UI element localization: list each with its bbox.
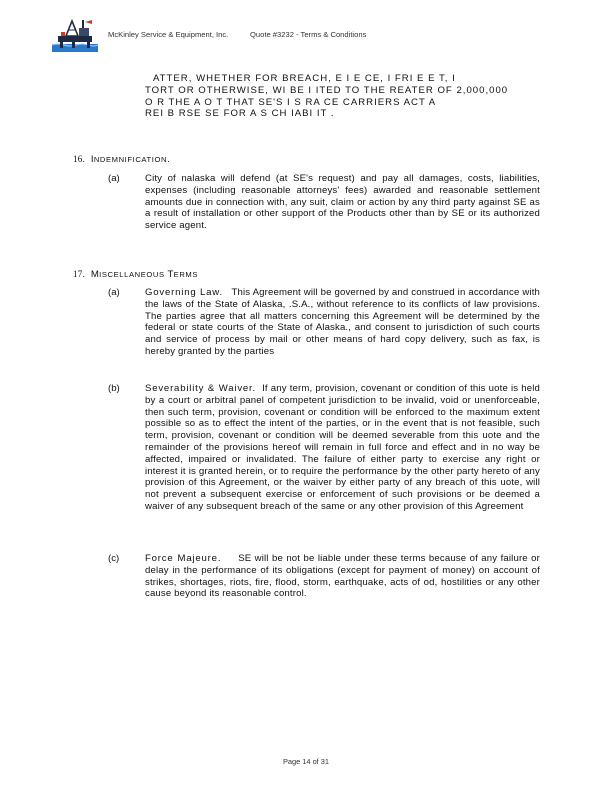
governing-law-clause xyxy=(145,287,540,358)
continuation-line: TORT OR OTHERWISE, WI BE I ITED TO THE REATER OF 2,000,000 xyxy=(145,84,509,96)
item-label: (a) xyxy=(108,173,120,184)
clause-heading: Governing Law. xyxy=(145,287,223,298)
clause-text: SE will be not be liable under these terms because of any failure or delay in the performance of its obligations (except for payment of money) on account of strikes, shortages, riots, fire, flood, storm, earthquake, acts of od, hostilities or any other cause beyond its reasonable control. xyxy=(145,553,540,600)
continuation-line: REI B RSE SE FOR A S CH IABI IT . xyxy=(145,108,335,120)
clause-text: This Agreement will be governed by and construed in accordance with the laws of the State of Alaska, .S.A., without reference to its conflicts of law provisions. The parties agree that all matters concerning this Agreement will be determined by the federal or state courts of the State of Alaska., and consent to jurisdiction of such courts and service of process by mail or other means of hard copy delivery, such as fax, is hereby granted by the parties xyxy=(145,287,540,357)
force-majeure-clause xyxy=(145,553,540,600)
continuation-block xyxy=(145,73,540,120)
item-label: (c) xyxy=(108,553,120,564)
section-16-heading: 16. INDEMNIFICATION. xyxy=(73,154,171,165)
clause-heading: Severability & Waiver. xyxy=(145,383,256,394)
page-header xyxy=(52,18,572,52)
header-quote-title: Quote #3232 - Terms & Conditions xyxy=(250,30,367,39)
item-label: (b) xyxy=(108,383,120,394)
section-number: 17. xyxy=(73,269,86,279)
section-number: 16. xyxy=(73,154,86,164)
continuation-line: ATTER, WHETHER FOR BREACH, E I E CE, I FRI E E T, I xyxy=(153,73,456,84)
clause-heading: Force Majeure. xyxy=(145,553,222,564)
oil-rig-logo-icon xyxy=(52,18,98,52)
item-label: (a) xyxy=(108,287,120,298)
header-company: McKinley Service & Equipment, Inc. xyxy=(108,30,229,39)
page-number: Page 14 of 31 xyxy=(282,757,330,766)
severability-waiver-clause xyxy=(145,383,540,513)
continuation-line: O R THE A O T THAT SE'S I S RA CE CARRIERS ACT A xyxy=(145,96,437,108)
indemnification-clause: City of nalaska will defend (at SE's request) and pay all damages, costs, liabilities, expenses (including reasonable attorneys' fees) awarded and reasonable settlement amounts due in connection with, any suit, claim or action by any third party against SE as a result of installation or other support of the Products other than by SE or its authorized service agent. xyxy=(145,173,540,232)
section-17-heading: 17. MISCELLANEOUS TERMS xyxy=(73,269,198,280)
clause-text: If any term, provision, covenant or condition of this uote is held by a court or arbitral panel of competent jurisdiction to be invalid, void or unenforceable, then such term, provision, covenant or condition will be enforced to the maximum extent possible so as to effect the intent of the parties, or in the event that is not feasible, such term, provision, covenant or condition will be deemed severable from this uote and the remainder of the provisions hereof will remain in full force and effect and in no way be affected, impaired or invalidated. The failure of either party to exercise any right or interest it is granted herein, or to require the performance by the other party hereto of any provision of this Agreement, or the waiver by either party of any breach of this uote, will not prevent a subsequent exercise or enforcement of such provisions or be deemed a waiver of any subsequent breach of the same or any other provision of this Agreement xyxy=(145,383,540,512)
